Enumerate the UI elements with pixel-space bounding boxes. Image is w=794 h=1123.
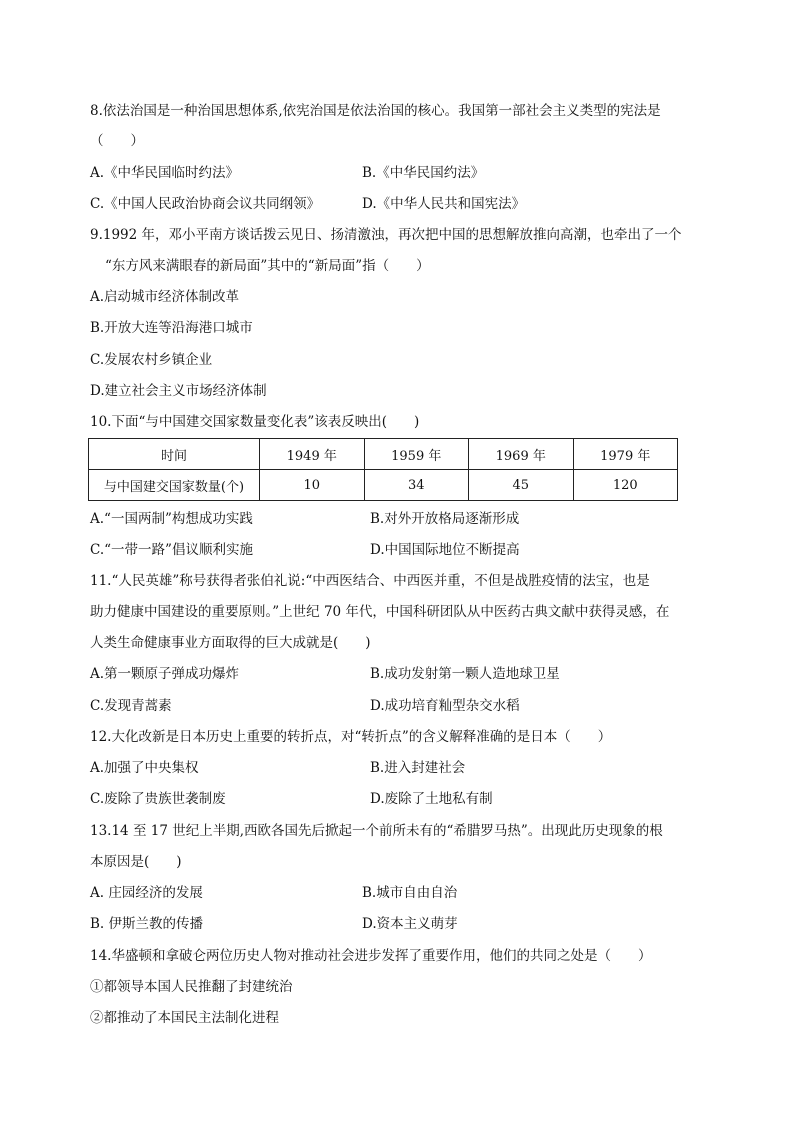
q9-option-a: A.启动城市经济体制改革 <box>90 289 240 305</box>
q12-stem: 12.大化改新是日本历史上重要的转折点，对“转折点”的含义解释准确的是日本（ ） <box>90 729 612 745</box>
q14-stem: 14.华盛顿和拿破仑两位历史人物对推动社会进步发挥了重要作用，他们的共同之处是（ ） <box>90 948 652 964</box>
q9-option-b: B.开放大连等沿海港口城市 <box>90 320 253 336</box>
table-cell: 45 <box>469 470 574 501</box>
table-header-cell: 1979 年 <box>573 439 678 470</box>
q12-option-a: A.加强了中央集权 <box>90 760 199 776</box>
table-header-cell: 1949 年 <box>260 439 365 470</box>
q8-option-b: B.《中华民国约法》 <box>362 165 485 181</box>
q11-stem-line2: 助力健康中国建设的重要原则。”上世纪 70 年代，中国科研团队从中医药古典文献中获得灵感，在 <box>90 604 670 620</box>
q11-stem-line1: 11.“人民英雄”称号获得者张伯礼说:“中西医结合、中西医并重，不但是战胜疫情的法宝，也是 <box>90 573 650 589</box>
country-relations-table <box>88 438 678 501</box>
table-header-cell: 1959 年 <box>364 439 469 470</box>
q9-option-d: D.建立社会主义市场经济体制 <box>90 383 267 399</box>
q12-option-d: D.废除了土地私有制 <box>370 791 493 807</box>
q11-option-d: D.成功培育籼型杂交水稻 <box>370 698 520 714</box>
q13-stem-line2: 本原因是( ) <box>90 854 182 870</box>
q13-option-c: B. 伊斯兰教的传播 <box>90 916 204 932</box>
q12-option-c: C.废除了贵族世袭制废 <box>90 791 226 807</box>
q11-option-c: C.发现青蒿素 <box>90 698 172 714</box>
table-row <box>89 470 678 501</box>
q11-stem-line3: 人类生命健康事业方面取得的巨大成就是( ) <box>90 635 371 651</box>
table-header-cell: 时间 <box>89 439 260 470</box>
q14-item-1: ①都领导本国人民推翻了封建统治 <box>90 979 293 995</box>
q9-stem-line1: 9.1992 年，邓小平南方谈话拨云见日、扬清激浊，再次把中国的思想解放推向高潮，也牵出了一个 <box>90 227 682 243</box>
table-cell: 120 <box>573 470 678 501</box>
q13-option-a: A. 庄园经济的发展 <box>90 885 203 901</box>
q10-option-d: D.中国国际地位不断提高 <box>370 542 520 558</box>
table-cell: 34 <box>364 470 469 501</box>
table-cell: 10 <box>260 470 365 501</box>
q8-option-d: D.《中华人民共和国宪法》 <box>362 196 526 212</box>
q8-option-c: C.《中国人民政治协商会议共同纲领》 <box>90 196 321 212</box>
q11-option-b: B.成功发射第一颗人造地球卫星 <box>370 666 560 682</box>
q10-option-c: C.“一带一路”倡议顺利实施 <box>90 542 253 558</box>
q13-option-b: B.城市自由自治 <box>362 885 458 901</box>
q11-option-a: A.第一颗原子弹成功爆炸 <box>90 666 240 682</box>
q8-stem-line2: （ ） <box>90 133 144 149</box>
q12-option-b: B.进入封建社会 <box>370 760 466 776</box>
q13-option-d: D.资本主义萌芽 <box>362 916 458 932</box>
table-cell: 与中国建交国家数量(个) <box>89 470 260 501</box>
q13-stem-line1: 13.14 至 17 世纪上半期,西欧各国先后掀起一个前所未有的“希腊罗马热”。出现此历史现象的根 <box>90 823 663 839</box>
q8-option-a: A.《中华民国临时约法》 <box>90 165 240 181</box>
q14-item-2: ②都推动了本国民主法制化进程 <box>90 1010 279 1026</box>
q10-option-b: B.对外开放格局逐渐形成 <box>370 511 520 527</box>
q9-option-c: C.发展农村乡镇企业 <box>90 352 213 368</box>
table-header-cell: 1969 年 <box>469 439 574 470</box>
table-header-row <box>89 439 678 470</box>
q10-option-a: A.“一国两制”构想成功实践 <box>90 511 253 527</box>
q8-stem-line1: 8.依法治国是一种治国思想体系,依宪治国是依法治国的核心。我国第一部社会主义类型的宪法是 <box>90 103 661 119</box>
q10-stem: 10.下面“与中国建交国家数量变化表”该表反映出( ) <box>90 414 420 430</box>
q9-stem-line2: “东方风来满眼春的新局面”其中的“新局面”指（ ） <box>105 258 430 274</box>
